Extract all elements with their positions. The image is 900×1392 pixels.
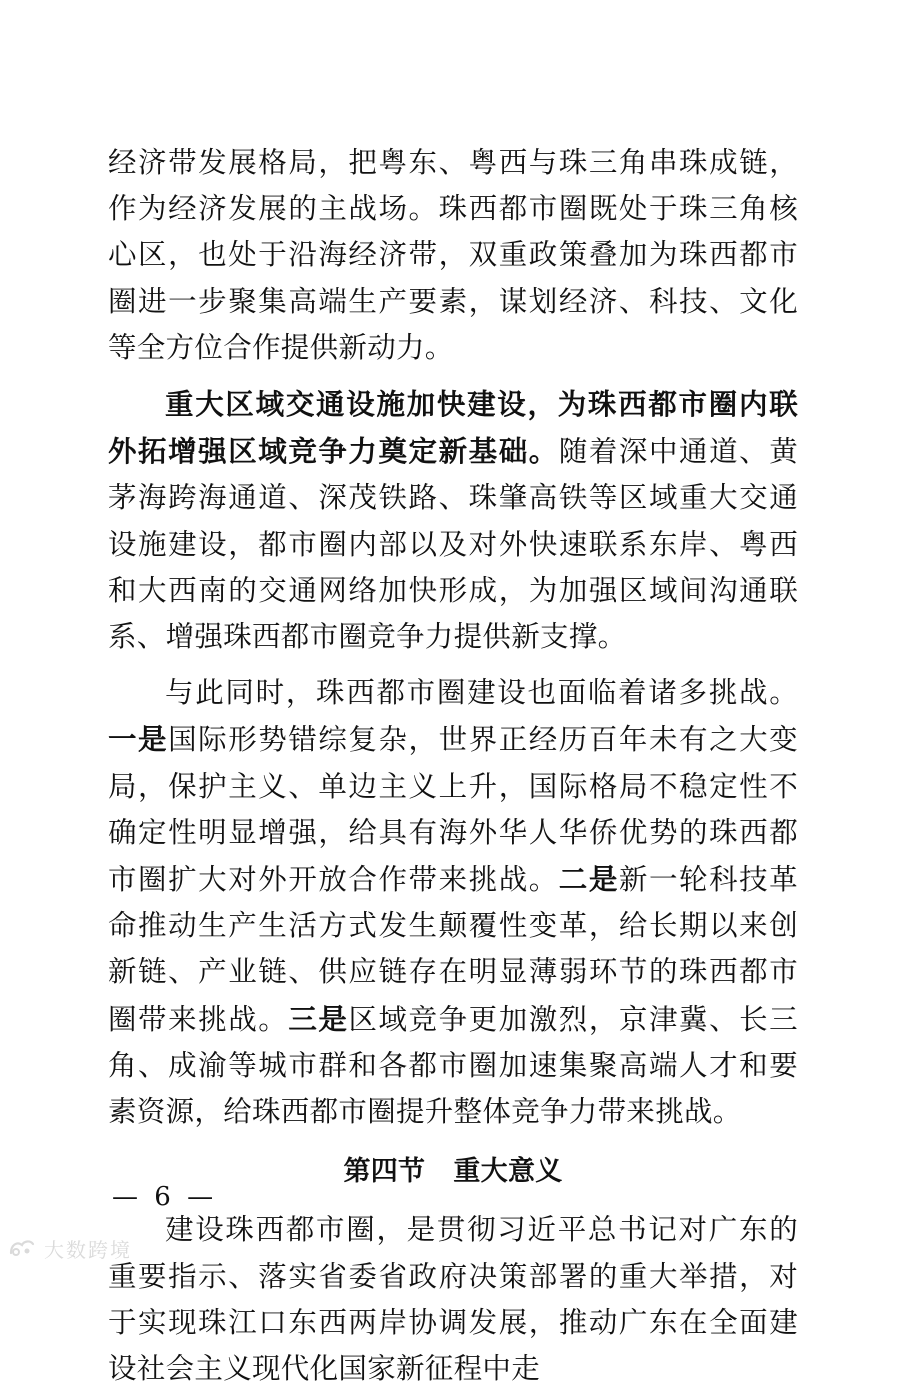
paragraph-4 [108,1207,798,1392]
paragraph-1-text: 经济带发展格局，把粤东、粤西与珠三角串珠成链，作为经济发展的主战场。珠西都市圈既处于珠三角核心区，也处于沿海经济带，双重政策叠加为珠西都市圈进一步聚集高端生产要素，谋划经济、科技、文化等全方位合作提供新动力。 [108,146,798,364]
point-1-text: 国际形势错综复杂，世界正经历百年未有之大变局，保护主义、单边主义上升，国际格局不稳定性不确定性明显增强，给具有海外华人华侨优势的珠西都市圈扩大对外开放合作带来挑战。 [108,723,798,897]
point-2-marker: 二是 [558,862,619,897]
paragraph-3-intro: 与此同时，珠西都市圈建设也面临着诸多挑战。 [165,676,798,710]
watermark [8,1232,132,1264]
paragraph-4-text: 建设珠西都市圈，是贯彻习近平总书记对广东的重要指示、落实省委省政府决策部署的重大举措，对于实现珠江口东西两岸协调发展，推动广东在全面建设社会主义现代化国家新征程中走 [108,1213,798,1386]
paragraph-2-lead: 重大区域交通设施加快建设，为珠西都市圈内联外拓增强区域竞争力奠定新基础。 [108,387,798,469]
paragraph-3 [108,670,798,1135]
point-2-text: 新一轮科技革命推动生产生活方式发生颠覆性变革，给长期以来创新链、产业链、供应链存在明显薄弱环节的珠西都市圈带来挑战。 [108,863,798,1036]
watermark-logo-icon [8,1237,38,1259]
paragraph-1 [108,140,798,371]
paragraph-2-text: 随着深中通道、黄茅海跨海通道、深茂铁路、珠肇高铁等区域重大交通设施建设，都市圈内部以及对外快速联系东岸、粤西和大西南的交通网络加快形成，为加强区域间沟通联系、增强珠西都市圈竞争力提供新支撑。 [108,435,798,654]
page-number: — 6 — [112,1182,218,1212]
point-1-marker: 一是 [108,722,169,757]
watermark-text: 大数跨境 [44,1237,132,1262]
section-title: 重大意义 [453,1156,563,1188]
section-number: 第四节 [343,1156,426,1188]
point-3-marker: 三是 [288,1001,349,1036]
paragraph-2 [108,381,798,660]
point-3-text: 区域竞争更加激烈，京津冀、长三角、成渝等城市群和各都市圈加速集聚高端人才和要素资源，给珠西都市圈提升整体竞争力带来挑战。 [108,1002,798,1129]
